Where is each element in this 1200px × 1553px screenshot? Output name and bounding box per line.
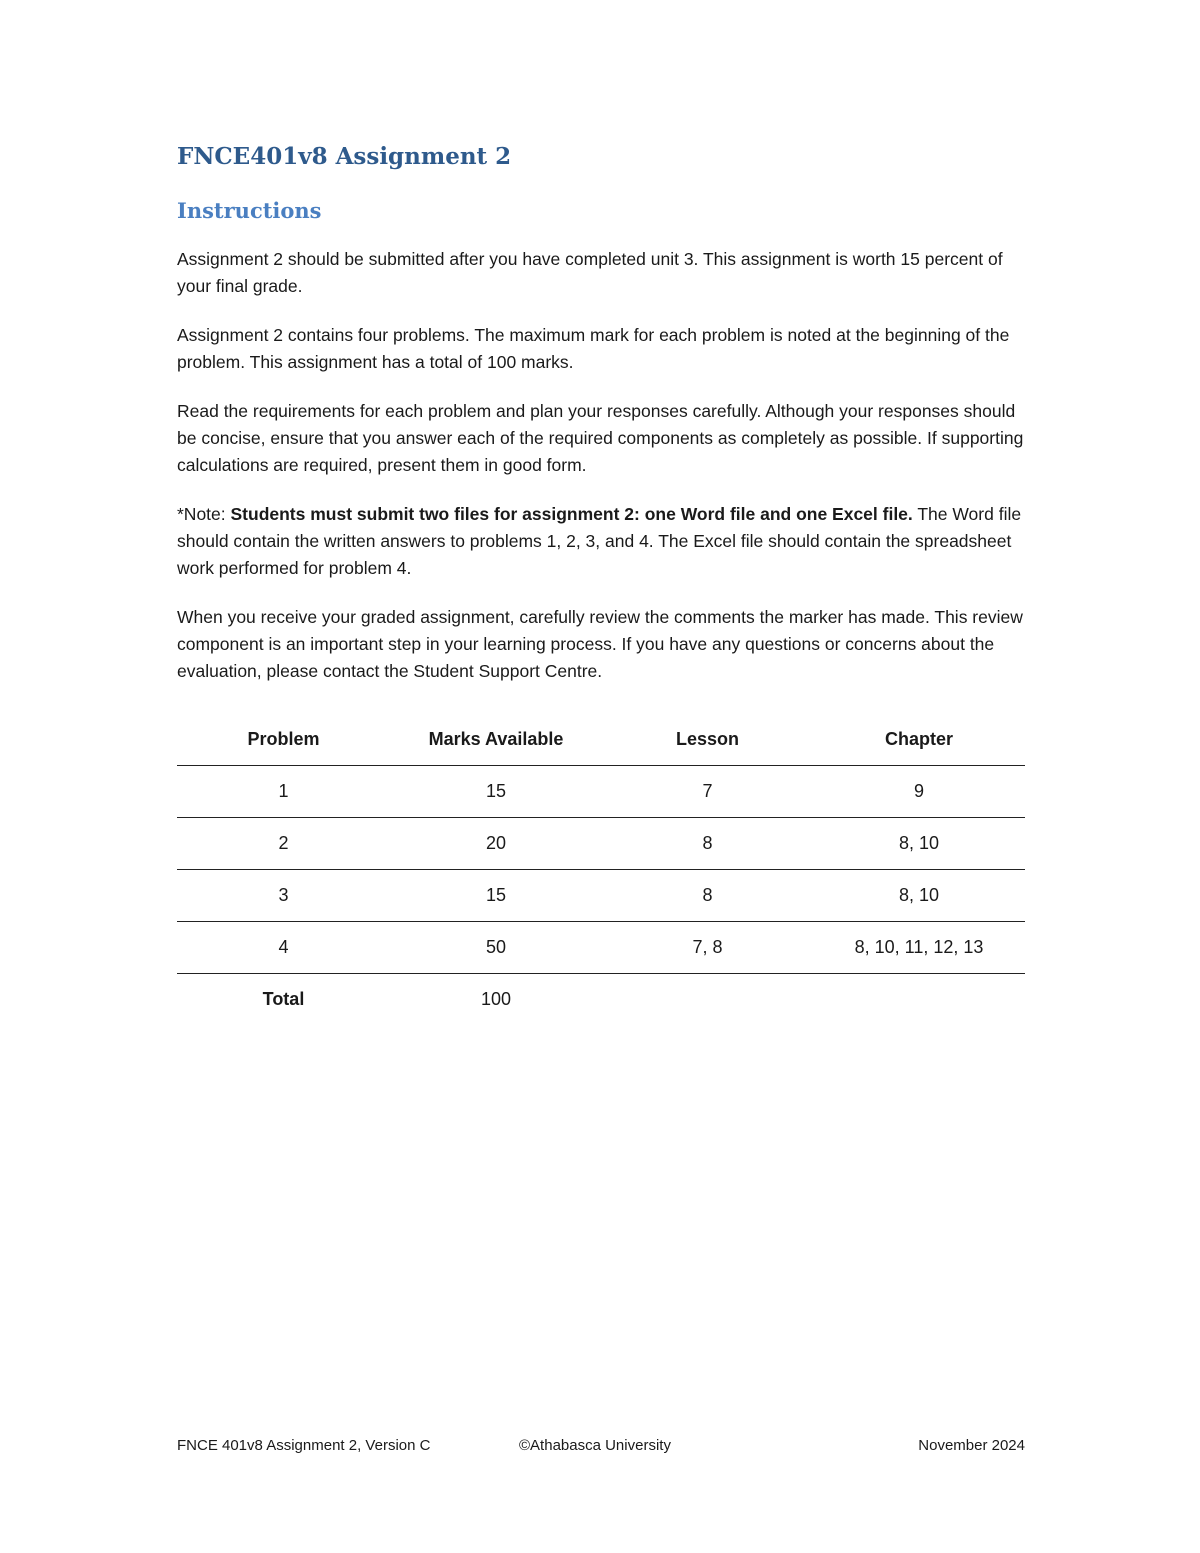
cell-marks: 15 <box>390 870 602 922</box>
note-prefix: *Note: <box>177 504 231 524</box>
page-footer <box>177 1437 1025 1461</box>
cell-chapter: 9 <box>813 766 1025 818</box>
cell-problem: 1 <box>177 766 390 818</box>
cell-problem: 3 <box>177 870 390 922</box>
total-label: Total <box>262 989 305 1009</box>
header-lesson: Lesson <box>602 715 813 766</box>
document-content <box>177 140 1025 1025</box>
footer-course-version: FNCE 401v8 Assignment 2, Version C <box>177 1437 431 1454</box>
cell-problem: 2 <box>177 818 390 870</box>
cell-lesson: 8 <box>602 870 813 922</box>
cell-lesson: 7 <box>602 766 813 818</box>
table-total-row <box>177 974 1025 1026</box>
instructions-heading: Instructions <box>177 198 322 223</box>
total-empty-chapter <box>813 974 1025 1026</box>
footer-copyright: ©Athabasca University <box>519 1437 671 1454</box>
paragraph-note <box>177 501 1025 582</box>
table-row <box>177 870 1025 922</box>
table-row <box>177 922 1025 974</box>
cell-marks: 20 <box>390 818 602 870</box>
paragraph-requirements: Read the requirements for each problem and plan your responses carefully. Although your responses should be concise, ensure that you answer each of the required components as completely as possible. If supporting calculations are required, present them in good form. <box>177 401 1024 475</box>
cell-chapter: 8, 10 <box>813 870 1025 922</box>
cell-marks: 15 <box>390 766 602 818</box>
footer-date: November 2024 <box>918 1437 1025 1454</box>
paragraph-submission: Assignment 2 should be submitted after you have completed unit 3. This assignment is worth 15 percent of your final grade. <box>177 249 1003 296</box>
cell-lesson: 8 <box>602 818 813 870</box>
note-rest: The Word file should contain the written answers to problems 1, 2, 3, and 4. The Excel file should contain the spreadsheet work performed for problem 4. <box>177 504 1022 578</box>
cell-marks: 50 <box>390 922 602 974</box>
cell-chapter: 8, 10 <box>813 818 1025 870</box>
paragraph-problems: Assignment 2 contains four problems. The maximum mark for each problem is noted at the beginning of the problem. This assignment has a total of 100 marks. <box>177 325 1010 372</box>
cell-problem: 4 <box>177 922 390 974</box>
total-value: 100 <box>480 989 512 1009</box>
total-empty-lesson <box>602 974 813 1026</box>
header-marks-available: Marks Available <box>390 715 602 766</box>
document-title: FNCE401v8 Assignment 2 <box>177 143 512 170</box>
table-row <box>177 818 1025 870</box>
table-header-row <box>177 715 1025 766</box>
cell-chapter: 8, 10, 11, 12, 13 <box>813 922 1025 974</box>
cell-lesson: 7, 8 <box>602 922 813 974</box>
header-problem: Problem <box>177 715 390 766</box>
paragraph-review: When you receive your graded assignment, carefully review the comments the marker has made. This review component is an important step in your learning process. If you have any questions or concerns about the evaluation, please contact the Student Support Centre. <box>177 607 1023 681</box>
marks-table <box>177 715 1025 1025</box>
table-row <box>177 766 1025 818</box>
header-chapter: Chapter <box>813 715 1025 766</box>
note-bold-text: Students must submit two files for assignment 2: one Word file and one Excel file. <box>230 504 913 524</box>
